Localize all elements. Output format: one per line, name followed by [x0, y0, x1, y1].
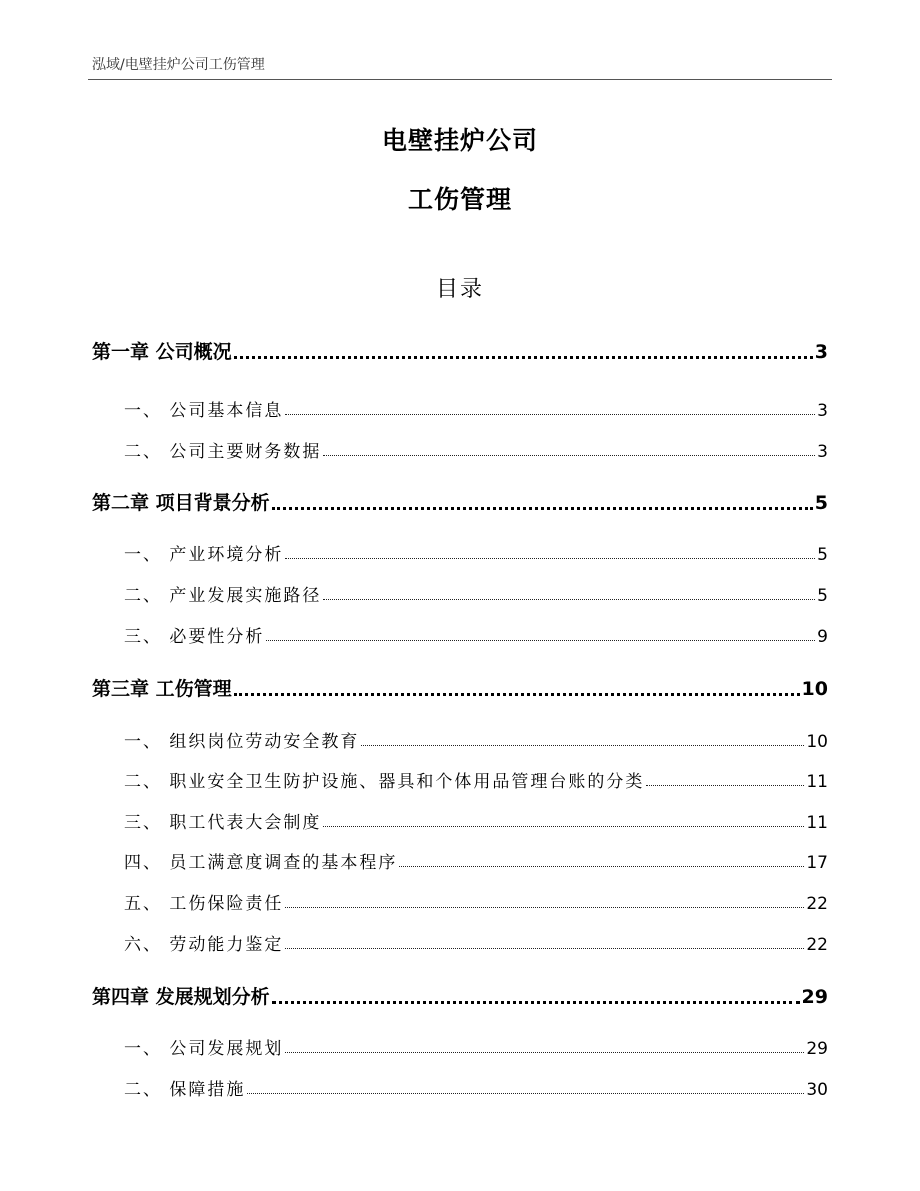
toc-page-number: 11 — [806, 772, 828, 792]
toc-section-entry[interactable] — [124, 930, 828, 955]
toc-dot-leader — [323, 455, 815, 456]
toc-entry-label: 一、 公司发展规划 — [124, 1039, 284, 1059]
toc-entry-label: 二、 产业发展实施路径 — [124, 586, 322, 606]
toc-dot-leader — [285, 1052, 804, 1053]
toc-section-entry[interactable] — [124, 889, 828, 914]
toc-dot-leader — [285, 558, 815, 559]
toc-page-number: 10 — [801, 678, 828, 700]
toc-page-number: 22 — [806, 935, 828, 955]
toc-entry-label: 一、 产业环境分析 — [124, 545, 284, 565]
toc-chapter-entry[interactable] — [92, 488, 828, 515]
toc-dot-leader — [247, 1093, 804, 1094]
toc-chapter-entry[interactable] — [92, 982, 828, 1009]
document-subtitle: 工伤管理 — [407, 185, 512, 214]
toc-section-entry[interactable] — [124, 767, 828, 792]
toc-chapter-entry[interactable] — [92, 337, 828, 364]
toc-section-entry[interactable] — [124, 396, 828, 421]
toc-section-entry[interactable] — [124, 581, 828, 606]
toc-dot-leader — [266, 640, 815, 641]
toc-dot-leader — [323, 826, 804, 827]
toc-dot-leader — [272, 507, 813, 510]
toc-page-number: 10 — [806, 732, 828, 752]
toc-page-number: 3 — [817, 401, 828, 421]
toc-dot-leader — [323, 599, 815, 600]
toc-section-entry[interactable] — [124, 437, 828, 462]
toc-chapter-entry[interactable] — [92, 674, 828, 701]
toc-dot-leader — [285, 414, 815, 415]
toc-page-number: 17 — [806, 853, 828, 873]
toc-dot-leader — [272, 1001, 800, 1004]
toc-section-entry[interactable] — [124, 727, 828, 752]
toc-entry-label: 一、 组织岗位劳动安全教育 — [124, 732, 360, 752]
toc-dot-leader — [399, 866, 804, 867]
toc-entry-label: 第二章 项目背景分析 — [92, 492, 270, 514]
toc-page-number: 9 — [817, 627, 828, 647]
toc-dot-leader — [285, 948, 804, 949]
toc-dot-leader — [361, 745, 804, 746]
toc-entry-label: 第四章 发展规划分析 — [92, 986, 270, 1008]
toc-heading: 目录 — [435, 277, 484, 302]
toc-dot-leader — [285, 907, 804, 908]
toc-page-number: 3 — [817, 442, 828, 462]
toc-page-number: 29 — [806, 1039, 828, 1059]
toc-page-number: 11 — [806, 813, 828, 833]
toc-page-number: 5 — [814, 492, 828, 514]
toc-entry-label: 一、 公司基本信息 — [124, 401, 284, 421]
toc-page-number: 22 — [806, 894, 828, 914]
toc-entry-label: 五、 工伤保险责任 — [124, 894, 284, 914]
toc-dot-leader — [646, 785, 804, 786]
toc-section-entry[interactable] — [124, 808, 828, 833]
header-divider — [88, 79, 832, 80]
toc-dot-leader — [234, 693, 800, 696]
toc-entry-label: 三、 职工代表大会制度 — [124, 813, 322, 833]
toc-section-entry[interactable] — [124, 1034, 828, 1059]
toc-entry-label: 四、 员工满意度调查的基本程序 — [124, 853, 398, 873]
toc-entry-label: 二、 公司主要财务数据 — [124, 442, 322, 462]
running-header: 泓域/电壁挂炉公司工伤管理 — [92, 57, 265, 73]
toc-section-entry[interactable] — [124, 540, 828, 565]
toc-entry-label: 二、 保障措施 — [124, 1080, 246, 1100]
toc-dot-leader — [234, 356, 813, 359]
toc-section-entry[interactable] — [124, 622, 828, 647]
toc-page-number: 3 — [814, 341, 828, 363]
toc-page-number: 29 — [801, 986, 828, 1008]
toc-page-number: 5 — [817, 586, 828, 606]
document-title: 电壁挂炉公司 — [381, 126, 538, 155]
toc-page-number: 30 — [806, 1080, 828, 1100]
toc-entry-label: 二、 职业安全卫生防护设施、器具和个体用品管理台账的分类 — [124, 772, 645, 792]
toc-entry-label: 第一章 公司概况 — [92, 341, 232, 363]
toc-entry-label: 六、 劳动能力鉴定 — [124, 935, 284, 955]
toc-entry-label: 三、 必要性分析 — [124, 627, 265, 647]
toc-entry-label: 第三章 工伤管理 — [92, 678, 232, 700]
toc-section-entry[interactable] — [124, 848, 828, 873]
toc-page-number: 5 — [817, 545, 828, 565]
toc-section-entry[interactable] — [124, 1075, 828, 1100]
